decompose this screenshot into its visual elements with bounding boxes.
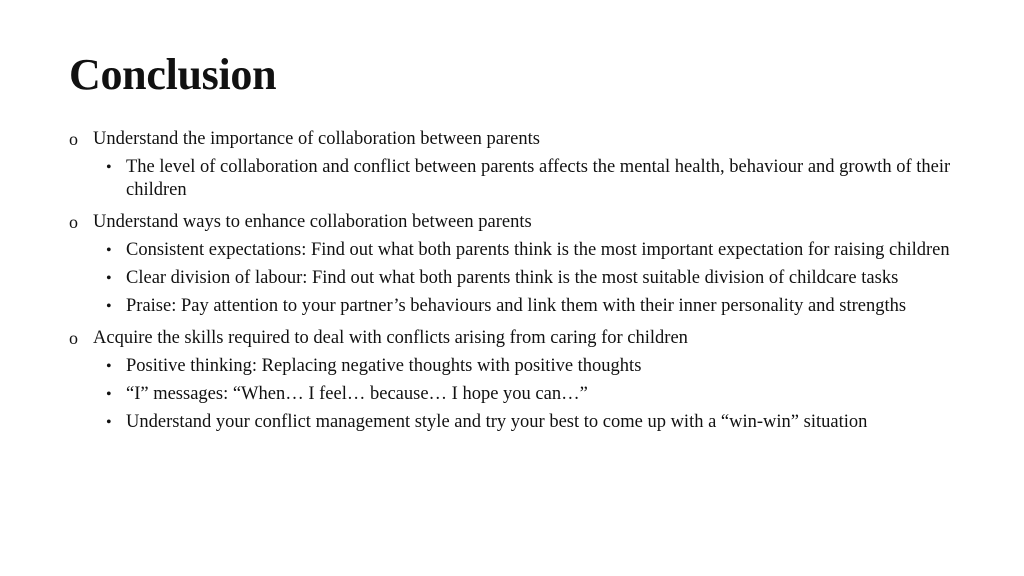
level1-text: Understand ways to enhance collaboration between parents [93, 212, 532, 232]
level2-item [69, 267, 959, 290]
level2-text: Understand your conflict management style and try your best to come up with a “win-win” situation [126, 412, 868, 432]
level2-item [69, 411, 959, 434]
level2-item [69, 239, 959, 262]
section-enhance-collaboration [69, 211, 959, 318]
level2-item [69, 295, 959, 318]
level2-item [69, 383, 959, 406]
slide-content [69, 128, 959, 443]
level1-text: Understand the importance of collaboration between parents [93, 129, 540, 149]
bullet-icon: • [106, 159, 112, 176]
bullet-icon: • [106, 242, 112, 259]
slide-title: Conclusion [69, 50, 277, 99]
level2-text: The level of collaboration and conflict between parents affects the mental health, behaviour and growth of their children [126, 157, 951, 200]
hollow-circle-bullet-icon: o [69, 212, 78, 232]
level1-item [69, 128, 959, 151]
bullet-icon: • [106, 270, 112, 287]
level2-text: Positive thinking: Replacing negative thoughts with positive thoughts [126, 356, 642, 376]
level1-text: Acquire the skills required to deal with conflicts arising from caring for children [93, 328, 688, 348]
bullet-icon: • [106, 386, 112, 403]
level2-item [69, 156, 959, 202]
hollow-circle-bullet-icon: o [69, 129, 78, 149]
bullet-icon: • [106, 298, 112, 315]
level2-text: Clear division of labour: Find out what both parents think is the most suitable division of childcare tasks [126, 268, 899, 288]
level1-item [69, 211, 959, 234]
bullet-icon: • [106, 358, 112, 375]
level2-text: Praise: Pay attention to your partner’s behaviours and link them with their inner personality and strengths [126, 296, 907, 316]
level1-item [69, 327, 959, 350]
section-conflict-skills [69, 327, 959, 434]
level2-text: Consistent expectations: Find out what both parents think is the most important expectation for raising children [126, 240, 950, 260]
level2-text: “I” messages: “When… I feel… because… I hope you can…” [126, 384, 588, 404]
bullet-icon: • [106, 414, 112, 431]
section-collaboration-importance [69, 128, 959, 202]
hollow-circle-bullet-icon: o [69, 328, 78, 348]
level2-item [69, 355, 959, 378]
